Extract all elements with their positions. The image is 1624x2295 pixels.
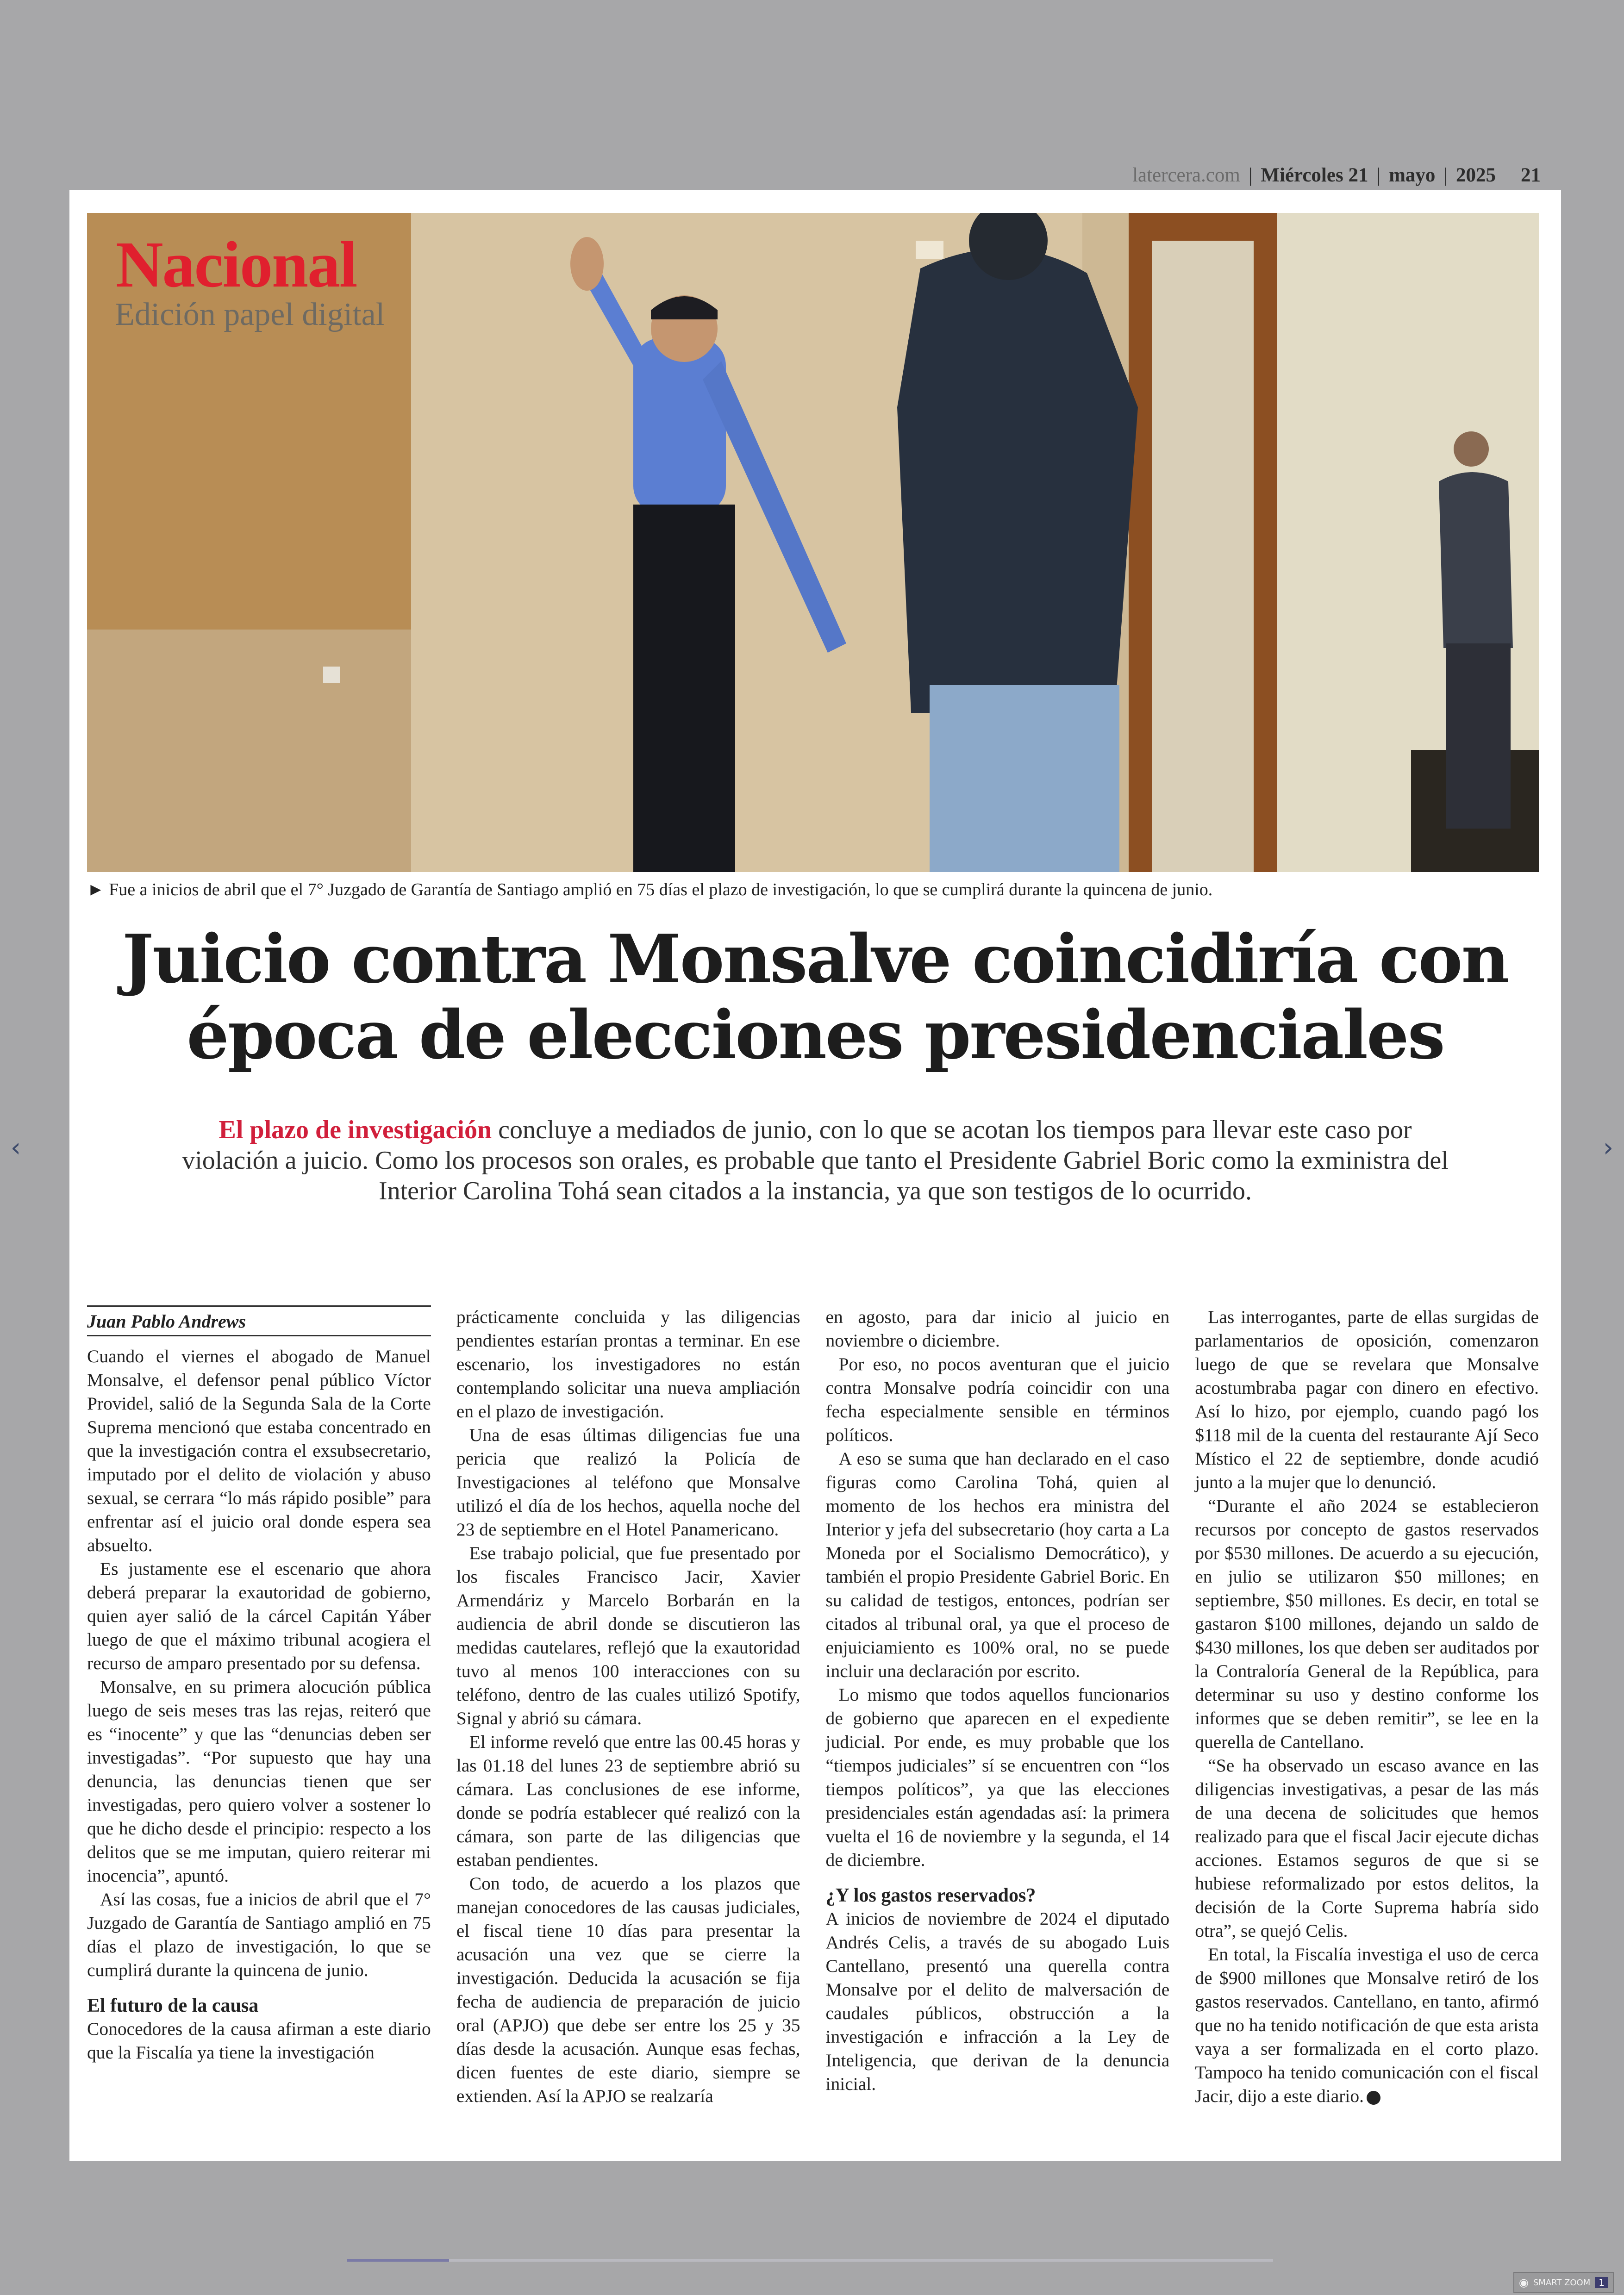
masthead <box>1132 161 1541 189</box>
paragraph: Es justamente ese el escenario que ahora deberá preparar la exautoridad de gobierno, quien ayer salió de la cárcel Capitán Yáber luego de que el máximo tribunal acogiera el recurso de amparo presentado por su defensa. <box>87 1559 431 1673</box>
paragraph: Así las cosas, fue a inicios de abril que el 7° Juzgado de Garantía de Santiago amplió en 75 días el plazo de investigación, lo que se cumplirá durante la quincena de junio. <box>87 1889 431 1980</box>
separator: | <box>1248 164 1253 186</box>
paragraph: A inicios de noviembre de 2024 el diputado Andrés Celis, a través de su abogado Luis Cantellano, presentó una querella contra Monsalve por el delito de malversación de caudales públicos, obstrucción a la investigación e infracción a la Ley de Inteligencia, que derivan de la denuncia inicial. <box>825 1908 1170 2094</box>
headline-line: época de elecciones presidenciales <box>187 996 1444 1074</box>
paragraph: Una de esas últimas diligencias fue una pericia que realizó la Policía de Investigaciones al teléfono que Monsalve utilizó el día de los hechos, aquella noche del 23 de septiembre en el Hotel Panamericano. <box>456 1425 800 1540</box>
article-body <box>87 1305 1539 2108</box>
date-day: Miércoles 21 <box>1261 164 1368 186</box>
paragraph: A eso se suma que han declarado en el caso figuras como Carolina Tohá, quien al momento de los hechos era ministra del Interior y jefa del subsecretario (hoy carta a La Moneda por el Socialismo Democrático), y también el propio Presidente Gabriel Boric. En su calidad de testigos, entonces, podrían ser citados al tribunal oral, ya que el proceso de enjuiciamiento es 100% oral, no se puede incluir una declaración por escrito. <box>825 1448 1170 1681</box>
paragraph: Monsalve, en su primera alocución pública luego de seis meses tras las rejas, reiteró que es “inocente” y que las “denuncias deben ser investigadas”. “Por supuesto que hay una denuncia, las denuncias tienen que ser investigadas, pero quiero volver a sostener lo que he dicho desde el principio: respecto a los delitos que se me imputan, quiero reiterar mi inocencia”, apuntó. <box>87 1677 431 1886</box>
date-year: 2025 <box>1456 164 1496 186</box>
paragraph: “Se ha observado un escaso avance en las diligencias investigativas, a pesar de las más de una decena de solicitudes que hemos realizado para que el fiscal Jacir ejecute dichas acciones. Estamos seguros de que si se hubiese reformalizado por estos delitos, la decisión de la Corte Suprema habría sido otra”, se quejó Celis. <box>1195 1755 1539 1941</box>
end-mark-icon <box>1367 2091 1380 2105</box>
paragraph: Con todo, de acuerdo a los plazos que manejan conocedores de las causas judiciales, el fiscal tiene 10 días para presentar la acusación una vez que se cierre la investigación. Deducida la acusación se fija fecha de audiencia de preparación de juicio oral (APJO) que debe ser entre los 25 y 35 días desde la acusación. Aunque esas fechas, dicen fuentes de este diario, siempre se extienden. Así la APJO se realzaría <box>456 1873 800 2106</box>
smart-zoom-count: 1 <box>1595 2277 1608 2288</box>
paragraph: Las interrogantes, parte de ellas surgidas de parlamentarios de oposición, comenzaron luego de que se revelara que Monsalve acostumbraba pagar con dinero en efectivo. Así lo hizo, por ejemplo, cuando pagó los $118 mil de la cuenta del restaurante Ají Seco Místico el 22 de septiembre, donde acudió junto a la mujer que lo denunció. <box>1195 1307 1539 1492</box>
smart-zoom-button[interactable] <box>1513 2272 1614 2293</box>
paragraph: El informe reveló que entre las 00.45 horas y las 01.18 del lunes 23 de septiembre abrió su cámara. Las conclusiones de ese informe, donde se podría establecer qué realizó con la cámara, son parte de las diligencias que estaban pendientes. <box>456 1732 800 1870</box>
paragraph: Cuando el viernes el abogado de Manuel Monsalve, el defensor penal público Víctor Providel, salió de la Segunda Sala de la Corte Suprema mencionó que estaba concentrado en que la investigación contra el exsubsecretario, imputado por el delito de violación y abuso sexual, se cerrara “lo más rápido posible” para enfrentar así el juicio oral donde espera sea absuelto. <box>87 1346 431 1555</box>
section-subtitle: Edición papel digital <box>115 297 385 332</box>
article-column <box>826 1305 1170 2108</box>
article-photo <box>87 213 1539 872</box>
smart-zoom-label: SMART ZOOM <box>1533 2277 1591 2288</box>
chevron-left-icon: ‹ <box>10 1133 21 1163</box>
paragraph: En total, la Fiscalía investiga el uso de cerca de $900 millones que Monsalve retiró de los gastos reservados. Cantellano, en tanto, afirmó que no ha tenido notificación de que esta arista vaya a ser formalizada en el corto plazo. Tampoco ha tenido comunicación con el fiscal Jacir, dijo a este diario. <box>1195 1944 1539 2106</box>
deck-text: concluye a mediados de junio, con lo que se acotan los tiempos para llevar este caso por violación a juicio. Como los procesos son orales, es probable que tanto el Presidente Gabriel Boric como la exministra del Interior Carolina Tohá sean citados a la instancia, ya que son testigos de lo ocurrido. <box>182 1116 1449 1205</box>
paragraph: Por eso, no pocos aventuran que el juicio contra Monsalve podría coincidir con una fecha especialmente sensible en términos políticos. <box>825 1354 1170 1445</box>
newspaper-page <box>69 190 1561 2161</box>
paragraph: en agosto, para dar inicio al juicio en noviembre o diciembre. <box>825 1307 1170 1351</box>
page-progress-bar[interactable] <box>347 2259 1273 2262</box>
paragraph-with-end <box>1195 1943 1539 2108</box>
chevron-right-icon: › <box>1603 1133 1614 1163</box>
eye-icon: ◉ <box>1518 2276 1529 2289</box>
page-number: 21 <box>1521 164 1541 186</box>
paragraph: Ese trabajo policial, que fue presentado por los fiscales Francisco Jacir, Xavier Armendáriz y Marcelo Borbarán en la audiencia de abril donde se discutieron las medidas cautelares, reflejó que la exautoridad tuvo al menos 100 interacciones con su teléfono, dentro de las cuales utilizó Spotify, Signal y abrió su cámara. <box>456 1543 800 1728</box>
paragraph: “Durante el año 2024 se establecieron recursos por concepto de gastos reservados por $530 millones. De acuerdo a su ejecución, en julio se utilizaron $50 millones; en septiembre, $50 millones. Es decir, en total se gastaron $100 millones, dejando un saldo de $430 millones, los que deben ser auditados por la Contraloría General de la República, para determinar su uso y destino conforme los informes que se deben remitir”, se lee en la querella de Cantellano. <box>1195 1496 1539 1752</box>
paragraph: prácticamente concluida y las diligencias pendientes estarían prontas a terminar. En ese escenario, los investigadores no están contemplando solicitar una nueva ampliación en el plazo de investigación. <box>456 1307 800 1422</box>
article-headline <box>116 921 1515 1073</box>
byline: Juan Pablo Andrews <box>87 1305 431 1336</box>
article-column <box>87 1305 431 2108</box>
subheading: El futuro de la causa <box>87 1995 259 2016</box>
subheading: ¿Y los gastos reservados? <box>825 1885 1036 1906</box>
deck-lead: El plazo de investigación <box>219 1116 492 1144</box>
next-page-button[interactable] <box>1599 1134 1618 1162</box>
article-deck <box>176 1115 1455 1206</box>
paragraph: Lo mismo que todos aquellos funcionarios de gobierno que aparecen en el expediente judicial. Por ende, es muy probable que los “tiempos judiciales” sí se encuentren con “los tiempos políticos”, ya que las elecciones presidenciales están agendadas así: la primera vuelta el 16 de noviembre y la segunda, el 14 de diciembre. <box>825 1684 1170 1870</box>
article-column <box>1195 1305 1539 2108</box>
progress-fill <box>347 2259 449 2262</box>
photo-caption: ► Fue a inicios de abril que el 7° Juzgado de Garantía de Santiago amplió en 75 días el plazo de investigación, lo que se cumplirá durante la quincena de junio. <box>87 880 1213 899</box>
site-name: latercera.com <box>1132 164 1240 186</box>
separator: | <box>1376 164 1381 186</box>
separator: | <box>1443 164 1448 186</box>
date-month: mayo <box>1389 164 1436 186</box>
section-title: Nacional <box>116 228 357 301</box>
paragraph: Conocedores de la causa afirman a este diario que la Fiscalía ya tiene la investigación <box>87 2019 431 2063</box>
article-column <box>456 1305 800 2108</box>
headline-line: Juicio contra Monsalve coincidiría con <box>122 920 1509 998</box>
prev-page-button[interactable] <box>6 1134 25 1162</box>
